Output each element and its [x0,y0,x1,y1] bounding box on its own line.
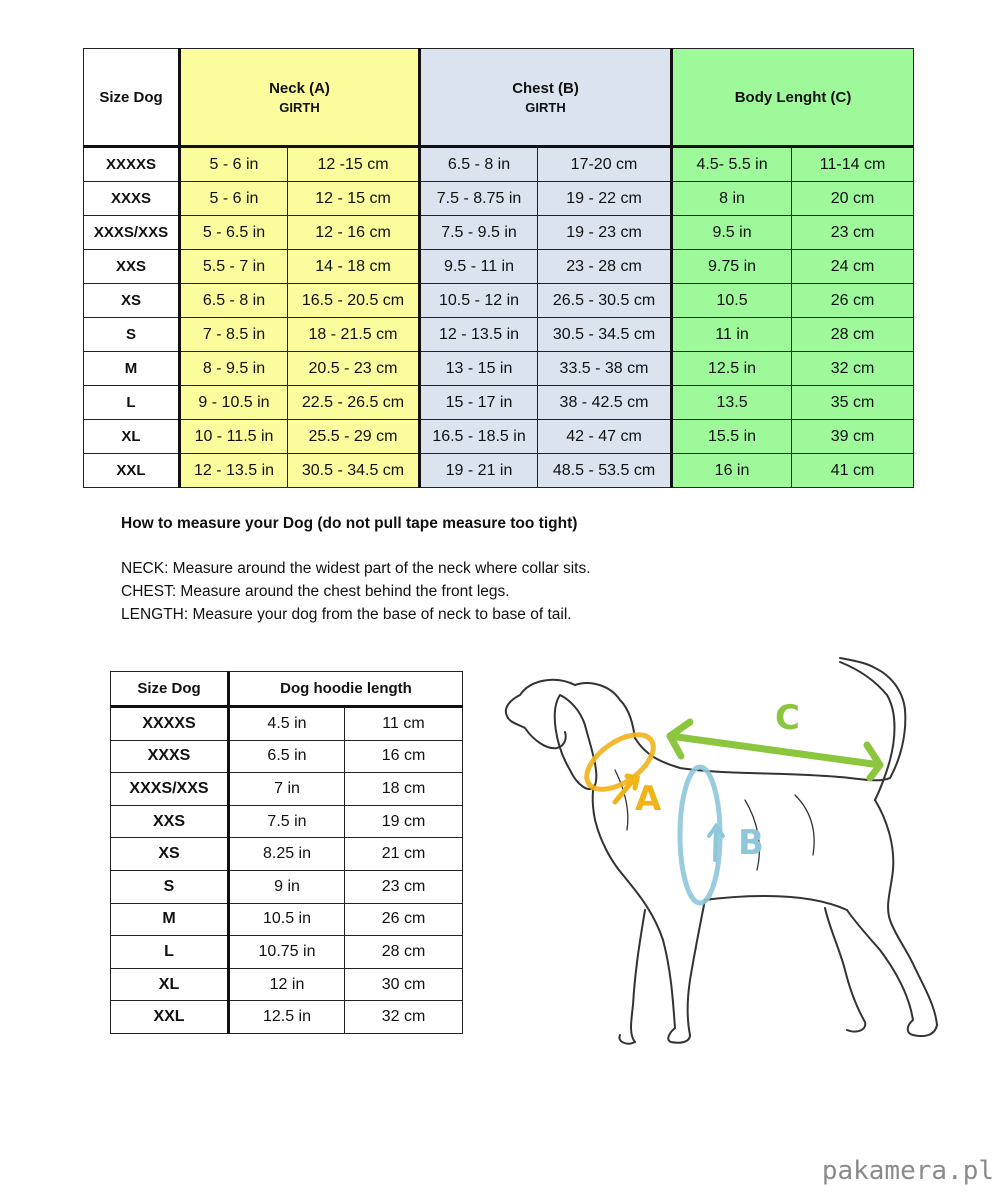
cell-neck-cm: 18 - 21.5 cm [288,318,420,352]
hoodie-cell-cm: 26 cm [345,903,463,936]
hoodie-cell-size: L [111,936,229,969]
cell-neck-cm: 30.5 - 34.5 cm [288,454,420,488]
cell-neck-in: 10 - 11.5 in [180,420,288,454]
watermark-logo: pakamera.pl [821,1156,994,1186]
hoodie-cell-size: XXL [111,1001,229,1034]
cell-chest-cm: 42 - 47 cm [538,420,672,454]
hoodie-header-length: Dog hoodie length [229,672,463,707]
cell-size: XXXXS [84,147,180,182]
instructions-line-chest: CHEST: Measure around the chest behind the front legs. [121,583,510,600]
label-a: A [635,779,662,819]
cell-chest-cm: 48.5 - 53.5 cm [538,454,672,488]
cell-body-cm: 24 cm [792,250,914,284]
cell-chest-cm: 26.5 - 30.5 cm [538,284,672,318]
cell-neck-in: 12 - 13.5 in [180,454,288,488]
hoodie-cell-size: XXXXS [111,707,229,741]
cell-body-in: 8 in [672,182,792,216]
cell-neck-in: 5 - 6 in [180,182,288,216]
hoodie-row [111,903,463,936]
cell-body-cm: 35 cm [792,386,914,420]
size-chart-row [84,216,914,250]
cell-size: S [84,318,180,352]
header-neck-title: Neck (A) [269,79,330,97]
cell-body-cm: 41 cm [792,454,914,488]
hoodie-cell-size: XXXS [111,740,229,773]
cell-neck-cm: 25.5 - 29 cm [288,420,420,454]
hoodie-cell-cm: 11 cm [345,707,463,741]
hoodie-row [111,870,463,903]
size-chart-row [84,284,914,318]
cell-body-cm: 23 cm [792,216,914,250]
hoodie-cell-cm: 23 cm [345,870,463,903]
hoodie-row [111,968,463,1001]
size-chart-row [84,147,914,182]
size-chart-row [84,420,914,454]
cell-neck-in: 8 - 9.5 in [180,352,288,386]
cell-size: XXS [84,250,180,284]
cell-chest-in: 13 - 15 in [420,352,538,386]
hoodie-cell-cm: 18 cm [345,773,463,806]
cell-neck-cm: 20.5 - 23 cm [288,352,420,386]
cell-chest-in: 19 - 21 in [420,454,538,488]
measure-instructions [121,512,591,626]
cell-size: XXL [84,454,180,488]
cell-chest-cm: 23 - 28 cm [538,250,672,284]
size-chart-row [84,352,914,386]
hoodie-cell-size: M [111,903,229,936]
cell-neck-in: 5 - 6 in [180,147,288,182]
cell-body-in: 9.5 in [672,216,792,250]
cell-body-cm: 39 cm [792,420,914,454]
header-body-length: Body Lenght (C) [672,49,914,147]
cell-body-cm: 28 cm [792,318,914,352]
hoodie-cell-in: 10.5 in [229,903,345,936]
cell-neck-cm: 12 - 15 cm [288,182,420,216]
cell-body-in: 12.5 in [672,352,792,386]
size-chart-row [84,182,914,216]
hoodie-row [111,740,463,773]
cell-body-cm: 11-14 cm [792,147,914,182]
hoodie-cell-in: 12.5 in [229,1001,345,1034]
cell-neck-in: 5 - 6.5 in [180,216,288,250]
hoodie-cell-in: 6.5 in [229,740,345,773]
cell-body-cm: 20 cm [792,182,914,216]
hoodie-cell-size: XXXS/XXS [111,773,229,806]
cell-body-in: 11 in [672,318,792,352]
header-neck-sub: GIRTH [279,99,320,115]
header-chest-sub: GIRTH [525,99,566,115]
hoodie-cell-cm: 19 cm [345,805,463,838]
hoodie-row [111,773,463,806]
cell-chest-in: 7.5 - 9.5 in [420,216,538,250]
cell-size: L [84,386,180,420]
label-c: C [775,698,800,738]
cell-chest-in: 12 - 13.5 in [420,318,538,352]
hoodie-cell-in: 10.75 in [229,936,345,969]
cell-body-in: 13.5 [672,386,792,420]
cell-neck-in: 9 - 10.5 in [180,386,288,420]
instructions-line-neck: NECK: Measure around the widest part of the neck where collar sits. [121,560,591,577]
cell-body-in: 15.5 in [672,420,792,454]
hoodie-cell-in: 7.5 in [229,805,345,838]
cell-neck-in: 7 - 8.5 in [180,318,288,352]
hoodie-cell-cm: 16 cm [345,740,463,773]
cell-body-in: 10.5 [672,284,792,318]
size-chart-row [84,386,914,420]
cell-neck-cm: 22.5 - 26.5 cm [288,386,420,420]
instructions-title: How to measure your Dog (do not pull tape measure too tight) [121,515,578,532]
cell-body-in: 16 in [672,454,792,488]
hoodie-row [111,707,463,741]
cell-chest-cm: 19 - 22 cm [538,182,672,216]
instructions-line-length: LENGTH: Measure your dog from the base of neck to base of tail. [121,606,572,623]
hoodie-cell-in: 9 in [229,870,345,903]
cell-chest-in: 10.5 - 12 in [420,284,538,318]
cell-neck-cm: 14 - 18 cm [288,250,420,284]
hoodie-row [111,838,463,871]
hoodie-cell-in: 4.5 in [229,707,345,741]
cell-body-in: 4.5- 5.5 in [672,147,792,182]
hoodie-header-row [111,672,463,707]
header-chest-title: Chest (B) [512,79,579,97]
chest-measure-ring [680,767,723,903]
size-chart-row [84,318,914,352]
cell-chest-cm: 30.5 - 34.5 cm [538,318,672,352]
cell-chest-cm: 19 - 23 cm [538,216,672,250]
cell-neck-cm: 12 -15 cm [288,147,420,182]
cell-size: XXXS [84,182,180,216]
cell-body-in: 9.75 in [672,250,792,284]
cell-chest-in: 16.5 - 18.5 in [420,420,538,454]
size-chart-table [83,48,914,488]
hoodie-cell-size: XL [111,968,229,1001]
hoodie-cell-cm: 21 cm [345,838,463,871]
header-neck [180,49,420,147]
hoodie-cell-cm: 28 cm [345,936,463,969]
header-chest [420,49,672,147]
hoodie-cell-in: 8.25 in [229,838,345,871]
size-chart-row [84,250,914,284]
cell-chest-in: 15 - 17 in [420,386,538,420]
hoodie-length-table [110,671,463,1034]
hoodie-row [111,1001,463,1034]
hoodie-cell-cm: 32 cm [345,1001,463,1034]
cell-chest-in: 9.5 - 11 in [420,250,538,284]
hoodie-cell-in: 7 in [229,773,345,806]
header-size-dog: Size Dog [84,49,180,147]
hoodie-cell-in: 12 in [229,968,345,1001]
label-b: B [738,823,764,863]
cell-chest-cm: 33.5 - 38 cm [538,352,672,386]
size-chart-row [84,454,914,488]
cell-body-cm: 32 cm [792,352,914,386]
hoodie-cell-cm: 30 cm [345,968,463,1001]
cell-neck-cm: 12 - 16 cm [288,216,420,250]
dog-measurement-illustration [495,650,955,1050]
cell-neck-cm: 16.5 - 20.5 cm [288,284,420,318]
hoodie-cell-size: S [111,870,229,903]
hoodie-cell-size: XXS [111,805,229,838]
hoodie-row [111,936,463,969]
cell-size: XL [84,420,180,454]
cell-chest-in: 6.5 - 8 in [420,147,538,182]
cell-chest-cm: 17-20 cm [538,147,672,182]
cell-body-cm: 26 cm [792,284,914,318]
hoodie-row [111,805,463,838]
cell-chest-cm: 38 - 42.5 cm [538,386,672,420]
cell-chest-in: 7.5 - 8.75 in [420,182,538,216]
cell-neck-in: 5.5 - 7 in [180,250,288,284]
hoodie-cell-size: XS [111,838,229,871]
cell-neck-in: 6.5 - 8 in [180,284,288,318]
hoodie-header-size: Size Dog [111,672,229,707]
cell-size: XS [84,284,180,318]
cell-size: M [84,352,180,386]
cell-size: XXXS/XXS [84,216,180,250]
size-chart-header-row [84,49,914,147]
